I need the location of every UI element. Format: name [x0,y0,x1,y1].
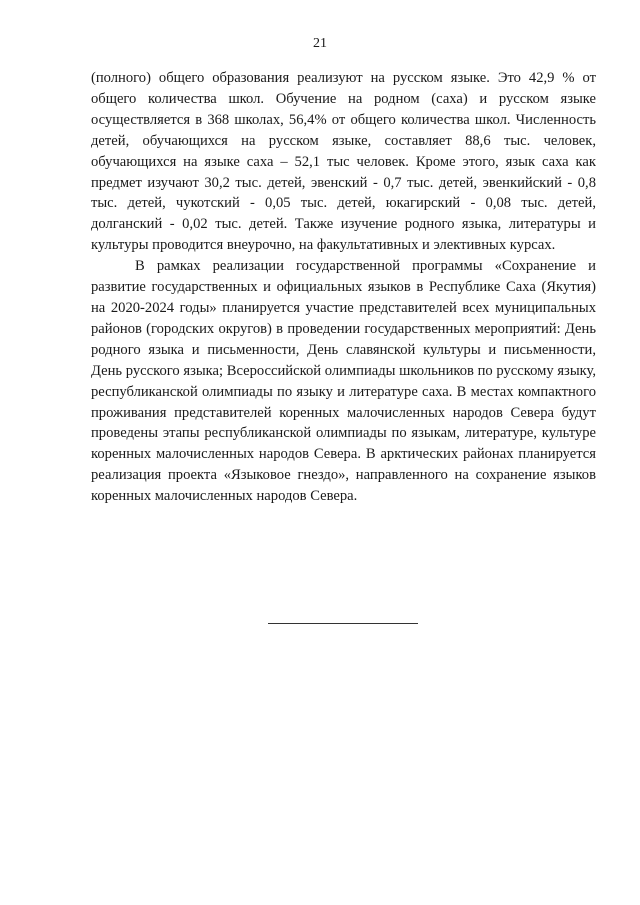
page-number: 21 [313,36,327,51]
paragraph-state-program: В рамках реализации государственной программы «Сохранение и развитие государственных и официальных языков в Республике Саха (Якутия) на 2020-2024 годы» планируется участие представителей всех муниципальных районов (городских округов) в проведении государственных мероприятий: День родного языка и письменности, День славянской культуры и письменности, День русского языка; Всероссийской олимпиады школьников по русскому языку, республиканской олимпиады по языку и литературе саха. В местах компактного проживания представителей коренных малочисленных народов Севера будут проведены этапы республиканской олимпиады по языкам, литературе, культуре коренных малочисленных народов Севера. В арктических районах планируется реализация проекта «Языковое гнездо», направленного на сохранение языков коренных малочисленных народов Севера. [91,258,596,505]
paragraph-continuation: (полного) общего образования реализуют на русском языке. Это 42,9 % от общего количества школ. Обучение на родном (саха) и русском языке осуществляется в 368 школах, 56,4% от общего количества школ. Численность детей, обучающихся на русском языке, составляет 88,6 тыс. человек, обучающихся на языке саха – 52,1 тыс человек. Кроме этого, язык саха как предмет изучают 30,2 тыс. детей, эвенский - 0,7 тыс. детей, эвенкийский - 0,8 тыс. детей, чукотский - 0,05 тыс. детей, юкагирский - 0,08 тыс. детей, долганский - 0,02 тыс. детей. Также изучение родного языка, литературы и культуры проводится внеурочно, на факультативных и элективных курсах. [91,70,596,254]
end-separator-line [268,623,418,624]
document-body [91,68,596,507]
